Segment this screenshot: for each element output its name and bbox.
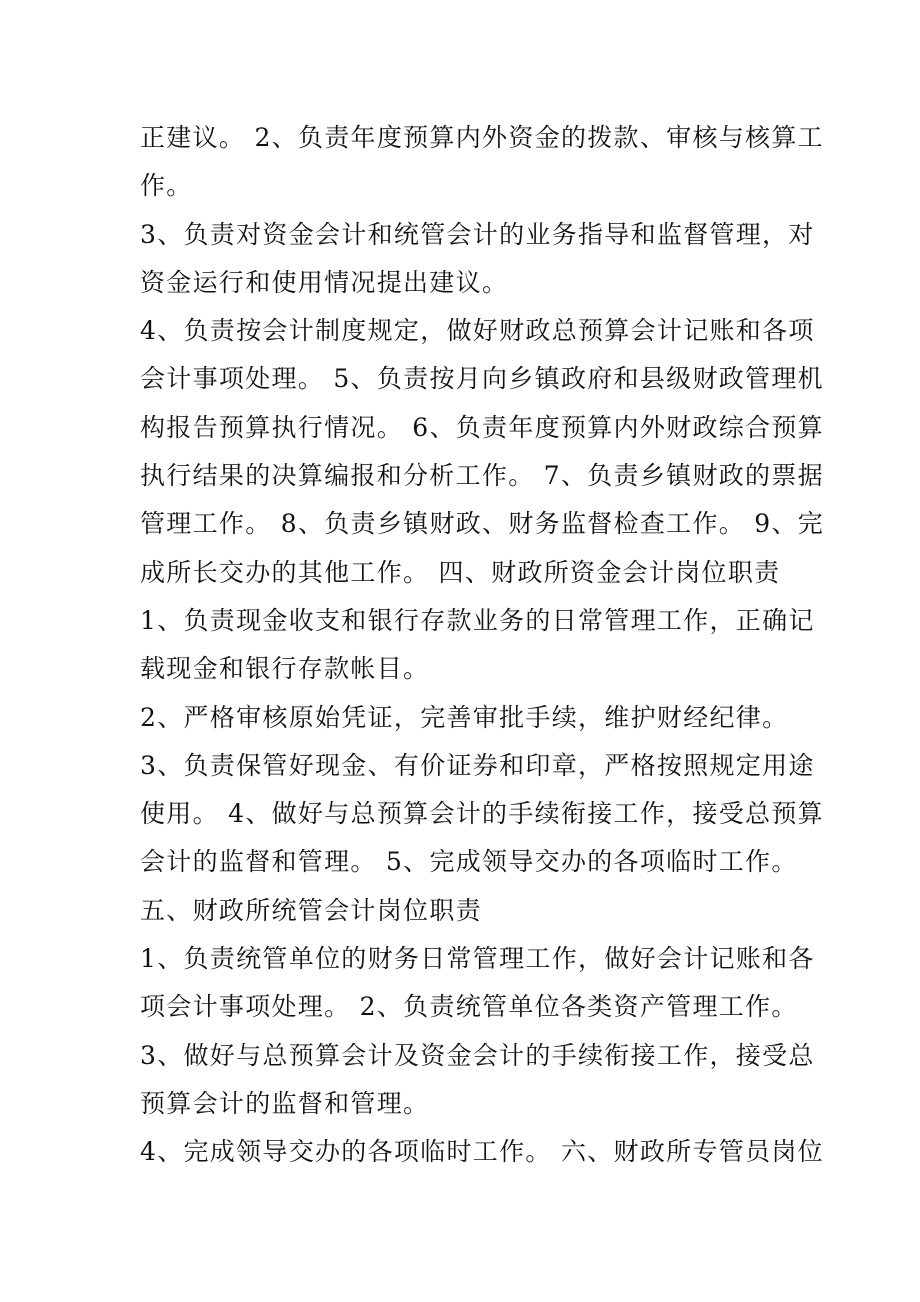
text-line-7: 构报告预算执行情况。 6、负责年度预算内外财政综合预算 (140, 412, 824, 442)
text-line-8: 执行结果的决算编报和分析工作。 7、负责乡镇财政的票据 (140, 461, 824, 491)
body-text (140, 114, 825, 1177)
text-line-9: 管理工作。 8、负责乡镇财政、财务监督检查工作。 9、完 (140, 509, 825, 539)
text-line-1: 正建议。 2、负责年度预算内外资金的拨款、审核与核算工 (140, 123, 824, 152)
text-line-14: 3、负责保管好现金、有价证券和印章，严格按照规定用途 (140, 750, 815, 780)
text-line-17: 五、财政所统管会计岗位职责 (140, 895, 482, 925)
text-line-13: 2、严格审核原始凭证，完善审批手续，维护财经纪律。 (140, 702, 789, 732)
text-line-12: 载现金和银行存款帐目。 (140, 654, 430, 684)
text-line-3: 3、负责对资金会计和统管会计的业务指导和监督管理，对 (140, 219, 815, 249)
text-line-20: 3、做好与总预算会计及资金会计的手续衔接工作，接受总 (140, 1040, 815, 1070)
text-line-10: 成所长交办的其他工作。 四、财政所资金会计岗位职责 (140, 557, 781, 587)
text-line-22: 4、完成领导交办的各项临时工作。 六、财政所专管员岗位 (140, 1137, 824, 1167)
text-line-6: 会计事项处理。 5、负责按月向乡镇政府和县级财政管理机 (140, 364, 824, 394)
text-line-21: 预算会计的监督和管理。 (140, 1088, 430, 1118)
text-line-19: 项会计事项处理。 2、负责统管单位各类资产管理工作。 (140, 992, 798, 1022)
text-line-2: 作。 (140, 171, 193, 201)
text-line-18: 1、负责统管单位的财务日常管理工作，做好会计记账和各 (140, 944, 815, 974)
text-line-16: 会计的监督和管理。 5、完成领导交办的各项临时工作。 (140, 847, 798, 877)
text-line-11: 1、负责现金收支和银行存款业务的日常管理工作，正确记 (140, 605, 815, 635)
text-line-15: 使用。 4、做好与总预算会计的手续衔接工作，接受总预算 (140, 799, 824, 829)
text-line-4: 资金运行和使用情况提出建议。 (140, 267, 509, 297)
text-line-5: 4、负责按会计制度规定，做好财政总预算会计记账和各项 (140, 316, 815, 346)
